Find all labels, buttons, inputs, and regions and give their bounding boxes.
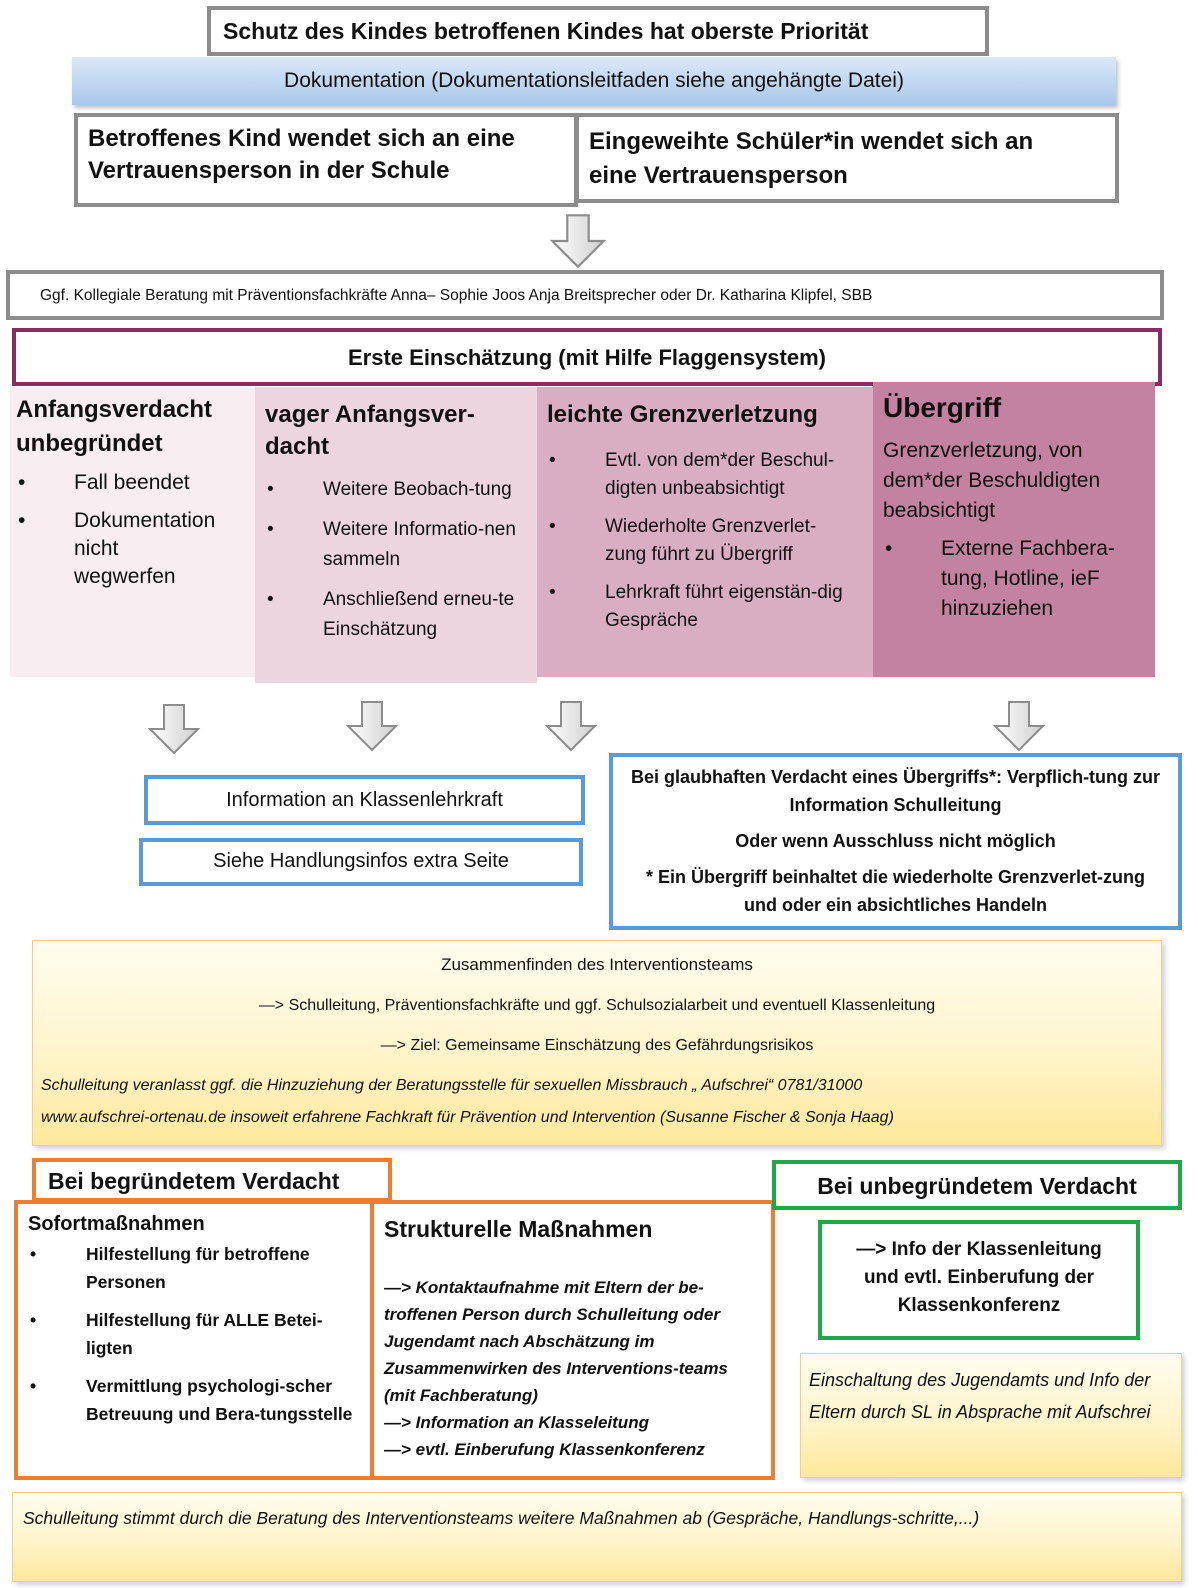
col4-item: • Externe Fachbera-tung, Hotline, ieF hinzuziehen [883, 534, 1145, 624]
team-line4: www.aufschrei-ortenau.de insoweit erfahrene Fachkraft für Prävention und Intervention (Susanne Fischer & Sonja Haag) [41, 1109, 894, 1126]
team-line1: —> Schulleitung, Präventionsfachkräfte und ggf. Schulsozialarbeit und eventuell Klassenleitung [258, 997, 936, 1014]
credible-line1: Bei glaubhaften Verdacht eines Übergriffs*: Verpflich-tung zur Information Schulleitung [630, 767, 1161, 815]
down-arrow-icon [991, 700, 1047, 752]
bottom-box [12, 1492, 1182, 1582]
consult-box [6, 270, 1164, 320]
entry-left-box [74, 113, 578, 207]
entry-left-line2: Vertrauensperson in der Schule [88, 157, 450, 184]
entry-right-line2: eine Vertrauensperson [589, 162, 848, 189]
credible-suspicion-box [609, 753, 1182, 930]
immediate-title: Sofortmaßnahmen [28, 1213, 205, 1235]
col3-item: • Lehrkraft führt eigenstän-dig Gespräche [547, 579, 857, 635]
immediate-item: • Hilfestellung für betroffene Personen [28, 1240, 360, 1296]
col3-title: leichte Grenzverletzung [547, 401, 818, 428]
info-teacher-box [144, 775, 585, 825]
top-title-box [207, 6, 989, 56]
down-arrow-icon [548, 212, 608, 270]
col1-item: • Dokumentation nicht wegwerfen [16, 507, 224, 591]
col2-title-line1: vager Anfangsver- [265, 401, 475, 428]
assessment-title-box [12, 328, 1162, 386]
down-arrow-icon [344, 700, 400, 752]
col2-item: • Weitere Beobach-tung [265, 475, 525, 505]
col-unfounded [10, 387, 255, 677]
bottom-text: Schulleitung stimmt durch die Beratung des Interventionsteams weitere Maßnahmen ab (Gespräche, Handlungs-schritte,...) [23, 1508, 980, 1528]
structural-line: —> evtl. Einberufung Klassenkonferenz [384, 1440, 705, 1459]
unfounded-title: Bei unbegründetem Verdacht [817, 1173, 1137, 1199]
col2-item: • Anschließend erneu-te Einschätzung [265, 585, 525, 645]
col2-item: • Weitere Informatio-nen sammeln [265, 515, 525, 575]
structural-measures-box [370, 1200, 775, 1480]
structural-line: —> Kontaktaufnahme mit Eltern der be-troffenen Person durch Schulleitung oder Jugendamt nach Abschätzung im Zusammenwirken des Interventions-teams (mit Fachberatung) [384, 1278, 728, 1405]
assessment-title: Erste Einschätzung (mit Hilfe Flaggensystem) [348, 345, 826, 370]
col4-text: Grenzverletzung, von dem*der Beschuldigten beabsichtigt [883, 439, 1101, 522]
team-title: Zusammenfinden des Interventionsteams [441, 955, 753, 974]
consult-text: Ggf. Kollegiale Beratung mit Präventionsfachkräfte Anna– Sophie Joos Anja Breitsprecher oder Dr. Katharina Klipfel, SBB [40, 287, 873, 304]
col1-title-line2: unbegründet [16, 430, 163, 457]
youth-office-text: Einschaltung des Jugendamts und Info der Eltern durch SL in Absprache mit Aufschrei [809, 1370, 1151, 1422]
unfounded-info-box [818, 1220, 1140, 1340]
team-line2: —> Ziel: Gemeinsame Einschätzung des Gefährdungsrisikos [380, 1037, 814, 1054]
col4-title: Übergriff [883, 392, 1002, 423]
founded-title-box [32, 1158, 392, 1202]
credible-line2: Oder wenn Ausschluss nicht möglich [735, 831, 1056, 851]
team-line3: Schulleitung veranlasst ggf. die Hinzuziehung der Beratungsstelle für sexuellen Missbrauch „ Aufschrei“ 0781/31000 [41, 1077, 863, 1094]
documentation-text: Dokumentation (Dokumentationsleitfaden siehe angehängte Datei) [284, 69, 904, 92]
col2-title-line2: dacht [265, 433, 330, 460]
down-arrow-icon [543, 700, 599, 752]
see-info-box [139, 838, 583, 886]
immediate-measures-box [14, 1200, 374, 1480]
entry-right-box [575, 113, 1119, 203]
col1-title-line1: Anfangsverdacht [16, 396, 213, 423]
col1-item: • Fall beendet [16, 469, 255, 497]
founded-title: Bei begründetem Verdacht [48, 1168, 340, 1194]
down-arrow-icon [146, 703, 202, 755]
unfounded-title-box [772, 1160, 1182, 1210]
col-vague [255, 387, 537, 683]
info-teacher-text: Information an Klassenlehrkraft [226, 789, 503, 811]
col3-item: • Wiederholte Grenzverlet-zung führt zu Übergriff [547, 513, 857, 569]
immediate-item: • Hilfestellung für ALLE Betei-ligten [28, 1306, 360, 1362]
see-info-text: Siehe Handlungsinfos extra Seite [213, 850, 509, 872]
credible-line3: * Ein Übergriff beinhaltet die wiederholte Grenzverlet-zung und oder ein absichtliches Handeln [645, 867, 1146, 915]
structural-line: —> Information an Klasseleitung [384, 1413, 649, 1432]
col-light-violation [537, 387, 873, 677]
col-assault [873, 382, 1155, 677]
intervention-team-box [32, 940, 1162, 1146]
structural-title: Strukturelle Maßnahmen [384, 1216, 653, 1242]
entry-right-line1: Eingeweihte Schüler*in wendet sich an [589, 128, 1034, 155]
documentation-banner [72, 57, 1116, 105]
entry-left-line1: Betroffenes Kind wendet sich an eine [88, 125, 515, 152]
unfounded-info: —> Info der Klassenleitung und evtl. Einberufung der Klassenkonferenz [856, 1239, 1102, 1316]
col3-item: • Evtl. von dem*der Beschul-digten unbeabsichtigt [547, 447, 857, 503]
youth-office-box [800, 1353, 1182, 1478]
top-title: Schutz des Kindes betroffenen Kindes hat oberste Priorität [223, 18, 869, 44]
immediate-item: • Vermittlung psychologi-scher Betreuung und Bera-tungsstelle [28, 1372, 360, 1428]
